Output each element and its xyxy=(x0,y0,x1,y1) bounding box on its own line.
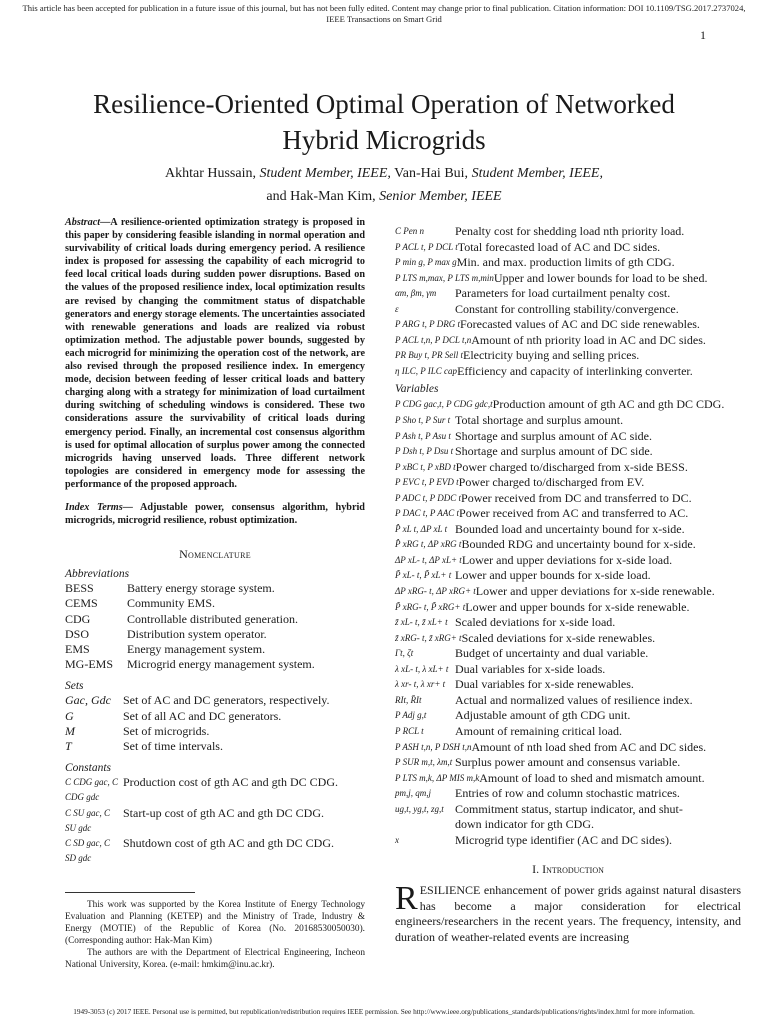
nomenclature-definition: down indicator for gth CDG. xyxy=(455,817,594,832)
nomenclature-definition: Forecasted values of AC and DC side renewables. xyxy=(460,317,700,332)
nomenclature-entry xyxy=(395,708,741,724)
nomenclature-entry xyxy=(65,709,365,724)
nomenclature-definition: Battery energy storage system. xyxy=(127,581,275,596)
nomenclature-definition: Bounded RDG and uncertainty bound for x-side. xyxy=(461,537,696,552)
footnote-divider xyxy=(65,892,195,893)
nomenclature-definition: Surplus power amount and consensus variable. xyxy=(455,755,681,770)
nomenclature-symbol: Gac, Gdc xyxy=(65,693,111,708)
nomenclature-symbol: P CDG gac,t, P CDG gdc,t xyxy=(395,399,493,410)
nomenclature-heading: Nomenclature xyxy=(179,547,251,562)
nomenclature-symbol: αm, βm, γm xyxy=(395,288,437,299)
nomenclature-entry xyxy=(395,348,741,364)
nomenclature-definition: Set of time intervals. xyxy=(123,738,223,753)
nomenclature-entry xyxy=(395,771,741,787)
nomenclature-entry xyxy=(65,642,365,657)
nomenclature-entry xyxy=(395,693,741,709)
introduction-text xyxy=(395,880,741,945)
sets-list xyxy=(65,693,365,754)
nomenclature-definition: Scaled deviations for x-side load. xyxy=(455,615,616,630)
nomenclature-definition: Production amount of gth AC and gth DC CDG. xyxy=(492,397,725,412)
nomenclature-entry xyxy=(395,506,741,522)
variables-heading: Variables xyxy=(395,383,439,396)
nomenclature-entry xyxy=(395,286,741,302)
nomenclature-definition: Amount of load to shed and mismatch amount. xyxy=(479,770,705,785)
affiliation-footnote: The authors are with the Department of Electrical Engineering, Incheon National University, Korea. (e-mail: hmkim@inu.ac.kr). xyxy=(65,948,365,971)
nomenclature-definition: Entries of row and column stochastic matrices. xyxy=(455,786,680,801)
nomenclature-symbol: P ARG t, P DRG t xyxy=(395,319,460,330)
nomenclature-definition: Distribution system operator. xyxy=(127,626,267,641)
nomenclature-definition: Controllable distributed generation. xyxy=(127,611,298,626)
nomenclature-symbol: ΔP xRG- t, ΔP xRG+ t xyxy=(395,586,476,597)
nomenclature-symbol: G xyxy=(65,708,74,723)
author-role: Student Member, IEEE, xyxy=(259,166,391,181)
nomenclature-symbol: P ACL t,n, P DCL t,n xyxy=(395,334,472,345)
nomenclature-entry xyxy=(395,522,741,538)
sets-heading: Sets xyxy=(65,680,84,693)
introduction-body: ESILIENCE enhancement of power grids against natural disasters has become a major consideration for electrical engineers/researchers in the recent years. The frequency, intensity, and duration of weather-related events are increasing xyxy=(395,883,741,944)
nomenclature-entry xyxy=(395,333,741,349)
nomenclature-symbol: P RCL t xyxy=(395,725,424,736)
nomenclature-entry xyxy=(395,444,741,460)
nomenclature-entry xyxy=(395,724,741,740)
nomenclature-entry xyxy=(395,460,741,476)
copyright-footer: 1949-3053 (c) 2017 IEEE. Personal use is permitted, but republication/redistribution requires IEEE permission. See http://www.ieee.org/publications_standards/publications/rights/index.html for more information. xyxy=(73,1007,695,1016)
nomenclature-symbol: CDG xyxy=(65,611,91,626)
nomenclature-symbol: BESS xyxy=(65,581,94,596)
nomenclature-definition: Set of AC and DC generators, respectively. xyxy=(123,693,330,708)
nomenclature-definition: Budget of uncertainty and dual variable. xyxy=(455,646,649,661)
nomenclature-definition: Actual and normalized values of resilience index. xyxy=(455,692,693,707)
nomenclature-entry xyxy=(395,413,741,429)
nomenclature-definition: Shutdown cost of gth AC and gth DC CDG. xyxy=(123,836,335,850)
nomenclature-entry xyxy=(65,581,365,596)
nomenclature-definition: Microgrid energy management system. xyxy=(127,657,315,672)
nomenclature-symbol: P̃ xRG- t, P̃ xRG+ t xyxy=(395,601,466,612)
nomenclature-definition: Community EMS. xyxy=(127,596,216,611)
nomenclature-symbol: P min g, P max g xyxy=(395,257,457,268)
nomenclature-symbol: x xyxy=(395,834,399,845)
nomenclature-entry xyxy=(395,302,741,318)
nomenclature-definition: Total shortage and surplus amount. xyxy=(455,413,624,428)
nomenclature-entry xyxy=(395,584,741,600)
nomenclature-definition: Electricity buying and selling prices. xyxy=(462,348,640,363)
nomenclature-entry xyxy=(395,553,741,569)
nomenclature-definition: Adjustable amount of gth CDG unit. xyxy=(455,708,631,723)
nomenclature-definition: Lower and upper bounds for x-side renewable. xyxy=(465,599,690,614)
nomenclature-symbol: λ xL- t, λ xL+ t xyxy=(395,663,449,674)
nomenclature-entry xyxy=(395,833,741,849)
nomenclature-symbol: CEMS xyxy=(65,596,98,611)
nomenclature-symbol: P Dsh t, P Dsu t xyxy=(395,446,454,457)
nomenclature-definition: Amount of remaining critical load. xyxy=(455,723,622,738)
nomenclature-symbol: T xyxy=(65,738,72,753)
nomenclature-definition: Lower and upper deviations for x-side load. xyxy=(461,552,673,567)
nomenclature-symbol: RIt, R̄It xyxy=(395,694,422,705)
nomenclature-definition: Start-up cost of gth AC and gth DC CDG. xyxy=(123,805,324,820)
nomenclature-definition: Power received from AC and transferred to AC. xyxy=(459,506,689,521)
index-terms-lead: Index Terms xyxy=(65,501,123,513)
author-role: Student Member, IEEE, xyxy=(471,166,603,181)
nomenclature-definition: Power charged to/discharged from x-side BESS. xyxy=(455,459,688,474)
nomenclature-entry xyxy=(395,817,741,833)
nomenclature-symbol: z̃ xRG- t, z̃ xRG+ t xyxy=(395,632,462,643)
nomenclature-definition: Bounded load and uncertainty bound for x-side. xyxy=(455,521,685,536)
nomenclature-symbol: P SUR m,t, λm,t xyxy=(395,757,453,768)
nomenclature-entry xyxy=(395,224,741,240)
variables-list xyxy=(395,397,741,848)
nomenclature-definition: Production cost of gth AC and gth DC CDG. xyxy=(123,775,338,790)
nomenclature-symbol: P ACL t, P DCL t xyxy=(395,241,458,252)
nomenclature-definition: Shortage and surplus amount of AC side. xyxy=(455,428,652,443)
constants-heading: Constants xyxy=(65,762,112,775)
introduction-heading: I. Introduction xyxy=(532,862,604,877)
nomenclature-definition: Shortage and surplus amount of DC side. xyxy=(455,444,653,459)
nomenclature-definition: Energy management system. xyxy=(127,641,266,656)
nomenclature-symbol: Γt, ζt xyxy=(395,648,414,659)
nomenclature-definition: Dual variables for x-side renewables. xyxy=(455,677,634,692)
nomenclature-entry xyxy=(395,646,741,662)
nomenclature-entry xyxy=(395,740,741,756)
nomenclature-definition: Scaled deviations for x-side renewables. xyxy=(461,630,656,645)
author-block xyxy=(60,162,708,208)
nomenclature-definition: Parameters for load curtailment penalty cost. xyxy=(455,286,671,301)
nomenclature-symbol: z̃ xL- t, z̃ xL+ t xyxy=(395,617,448,628)
nomenclature-entry xyxy=(395,255,741,271)
nomenclature-entry xyxy=(395,271,741,287)
nomenclature-symbol: P̂ xRG t, ΔP xRG t xyxy=(395,539,462,550)
abstract xyxy=(65,216,365,491)
nomenclature-symbol: P ASH t,n, P DSH t,n xyxy=(395,741,472,752)
nomenclature-entry xyxy=(65,775,365,805)
nomenclature-entry xyxy=(65,724,365,739)
nomenclature-entry xyxy=(395,429,741,445)
author-name: Van-Hai Bui, xyxy=(394,166,469,181)
nomenclature-definition: Microgrid type identifier (AC and DC sides). xyxy=(455,832,672,847)
nomenclature-entry xyxy=(65,612,365,627)
nomenclature-symbol: P LTS m,k, ΔP MIS m,k xyxy=(395,772,480,783)
nomenclature-entry xyxy=(395,475,741,491)
nomenclature-symbol: P̃ xL- t, P̃ xL+ t xyxy=(395,570,452,581)
nomenclature-symbol: P Adj g,t xyxy=(395,710,427,721)
nomenclature-symbol: MG-EMS xyxy=(65,657,114,672)
nomenclature-entry xyxy=(395,600,741,616)
abbreviations-heading: Abbreviations xyxy=(65,568,130,581)
nomenclature-definition: Upper and lower bounds for load to be shed. xyxy=(493,270,708,285)
nomenclature-entry xyxy=(65,739,365,754)
nomenclature-definition: Amount of nth load shed from AC and DC sides. xyxy=(471,739,707,754)
nomenclature-symbol: P xBC t, P xBD t xyxy=(395,461,456,472)
nomenclature-entry xyxy=(395,615,741,631)
nomenclature-symbol: M xyxy=(65,723,75,738)
nomenclature-entry xyxy=(395,786,741,802)
nomenclature-symbol xyxy=(395,817,455,833)
nomenclature-symbol: C SU gac, C SU gdc xyxy=(65,807,110,833)
constants-list-left xyxy=(65,775,365,866)
nomenclature-symbol: η ILC, P ILC cap xyxy=(395,365,458,376)
right-column xyxy=(395,224,741,945)
constants-list-right xyxy=(395,224,741,379)
nomenclature-symbol: P Sho t, P Sur t xyxy=(395,415,451,426)
nomenclature-definition: Commitment status, startup indicator, and shut- xyxy=(455,801,683,816)
nomenclature-entry xyxy=(65,627,365,642)
nomenclature-entry xyxy=(395,317,741,333)
nomenclature-symbol: P Ash t, P Asu t xyxy=(395,430,451,441)
nomenclature-entry xyxy=(395,491,741,507)
page-number: 1 xyxy=(700,28,706,42)
nomenclature-symbol: P̂ xL t, ΔP xL t xyxy=(395,523,448,534)
nomenclature-definition: Set of microgrids. xyxy=(123,723,210,738)
nomenclature-symbol: P EVC t, P EVD t xyxy=(395,477,459,488)
nomenclature-symbol: λ xr- t, λ xr+ t xyxy=(395,679,446,690)
nomenclature-symbol: P LTS m,max, P LTS m,min xyxy=(395,272,494,283)
nomenclature-entry xyxy=(65,693,365,708)
nomenclature-symbol: EMS xyxy=(65,641,90,656)
nomenclature-definition: Power received from DC and transferred to DC. xyxy=(461,490,692,505)
nomenclature-entry xyxy=(65,596,365,611)
nomenclature-entry xyxy=(395,568,741,584)
nomenclature-symbol: P ADC t, P DDC t xyxy=(395,492,462,503)
nomenclature-symbol: C Pen n xyxy=(395,226,424,236)
nomenclature-symbol: ε xyxy=(395,303,399,314)
nomenclature-symbol: pm,j, qm,j xyxy=(395,788,431,799)
index-terms xyxy=(65,501,365,527)
nomenclature-entry xyxy=(65,657,365,672)
nomenclature-symbol: DSO xyxy=(65,626,90,641)
abstract-text: —A resilience-oriented optimization strategy is proposed in this paper by considering feasible islanding in normal operation and survivability of critical loads during emergency period. A resilience index is proposed for assessing the capability of each microgrid to feed local critical loads during sudden power disruptions. Based on the values of the proposed resilience index, local optimization results are revised by changing the commitment status of dispatchable generators and energy storage elements. The uncertainties associated with renewable generations and loads are realized via robust optimization method. The adjustable power bounds, suggested by each microgrid for minimizing the operation cost of the network, are also revised through the proposed resilience index. In emergency mode, decision between feeding of lesser critical loads and battery charging along with a strategy for minimization of load curtailment during switching of scheduling windows is considered. These two considerations assure the survivability of critical loads during emergency period. Finally, an incremental cost consensus algorithm is used for optimal allocation of surplus power among the connected microgrids having unserved loads. Three different network topologies are considered in emergency mode for assessing the performance of the proposed approach. xyxy=(65,217,365,490)
left-column xyxy=(65,216,365,971)
nomenclature-symbol: ug,t, yg,t, zg,t xyxy=(395,803,444,814)
author-name: Akhtar Hussain, xyxy=(165,166,256,181)
nomenclature-definition: Constant for controlling stability/convergence. xyxy=(455,301,679,316)
nomenclature-definition: Min. and max. production limits of gth CDG. xyxy=(456,255,675,270)
nomenclature-entry xyxy=(395,364,741,380)
nomenclature-definition: Lower and upper deviations for x-side renewable. xyxy=(475,584,715,599)
nomenclature-entry xyxy=(395,755,741,771)
abstract-lead: Abstract xyxy=(65,217,101,228)
funding-footnote: This work was supported by the Korea Institute of Energy Technology Evaluation and Planning (KETEP) and the Ministry of Trade, Industry & Energy (MOTIE) of the Republic of Korea (No. 20168530050030). (Corresponding author: Hak-Man Kim) xyxy=(65,900,365,947)
nomenclature-entry xyxy=(395,802,741,818)
nomenclature-entry xyxy=(395,631,741,647)
nomenclature-definition: Lower and upper bounds for x-side load. xyxy=(455,568,651,583)
nomenclature-entry xyxy=(395,537,741,553)
nomenclature-entry xyxy=(65,806,365,836)
abbreviation-list xyxy=(65,581,365,672)
nomenclature-definition: Set of all AC and DC generators. xyxy=(123,708,282,723)
drop-cap: R xyxy=(395,880,418,918)
nomenclature-symbol: ΔP xL- t, ΔP xL+ t xyxy=(395,554,462,565)
index-terms-text: — Adjustable power, consensus algorithm, hybrid microgrids, microgrid resilience, robust optimization. xyxy=(65,501,365,527)
nomenclature-definition: Penalty cost for shedding load nth priority load. xyxy=(455,224,685,238)
nomenclature-symbol: P DAC t, P AAC t xyxy=(395,508,460,519)
nomenclature-symbol: C SD gac, C SD gdc xyxy=(65,838,110,864)
author-name: and Hak-Man Kim, xyxy=(266,189,376,204)
paper-title: Resilience-Oriented Optimal Operation of Networked Hybrid Microgrids xyxy=(93,89,675,156)
nomenclature-symbol: C CDG gac, C CDG gdc xyxy=(65,777,119,803)
nomenclature-definition: Efficiency and capacity of interlinking converter. xyxy=(457,363,693,378)
nomenclature-entry xyxy=(65,836,365,866)
nomenclature-entry xyxy=(395,677,741,693)
author-role: Senior Member, IEEE xyxy=(379,189,502,204)
nomenclature-entry xyxy=(395,397,741,413)
nomenclature-symbol: PR Buy t, PR Sell t xyxy=(395,350,463,361)
nomenclature-definition: Power charged to/discharged from EV. xyxy=(458,475,645,490)
nomenclature-entry xyxy=(395,662,741,678)
journal-header-note: This article has been accepted for publication in a future issue of this journal, but has not been fully edited. Content may change prior to final publication. Citation information: DOI 10.1109/TSG.2017.2737024, IEEE Transactions on Smart Grid xyxy=(22,3,746,24)
nomenclature-entry xyxy=(395,240,741,256)
nomenclature-definition: Total forecasted load of AC and DC sides. xyxy=(457,239,661,254)
nomenclature-definition: Amount of nth priority load in AC and DC sides. xyxy=(471,332,706,347)
nomenclature-definition: Dual variables for x-side loads. xyxy=(455,661,606,676)
